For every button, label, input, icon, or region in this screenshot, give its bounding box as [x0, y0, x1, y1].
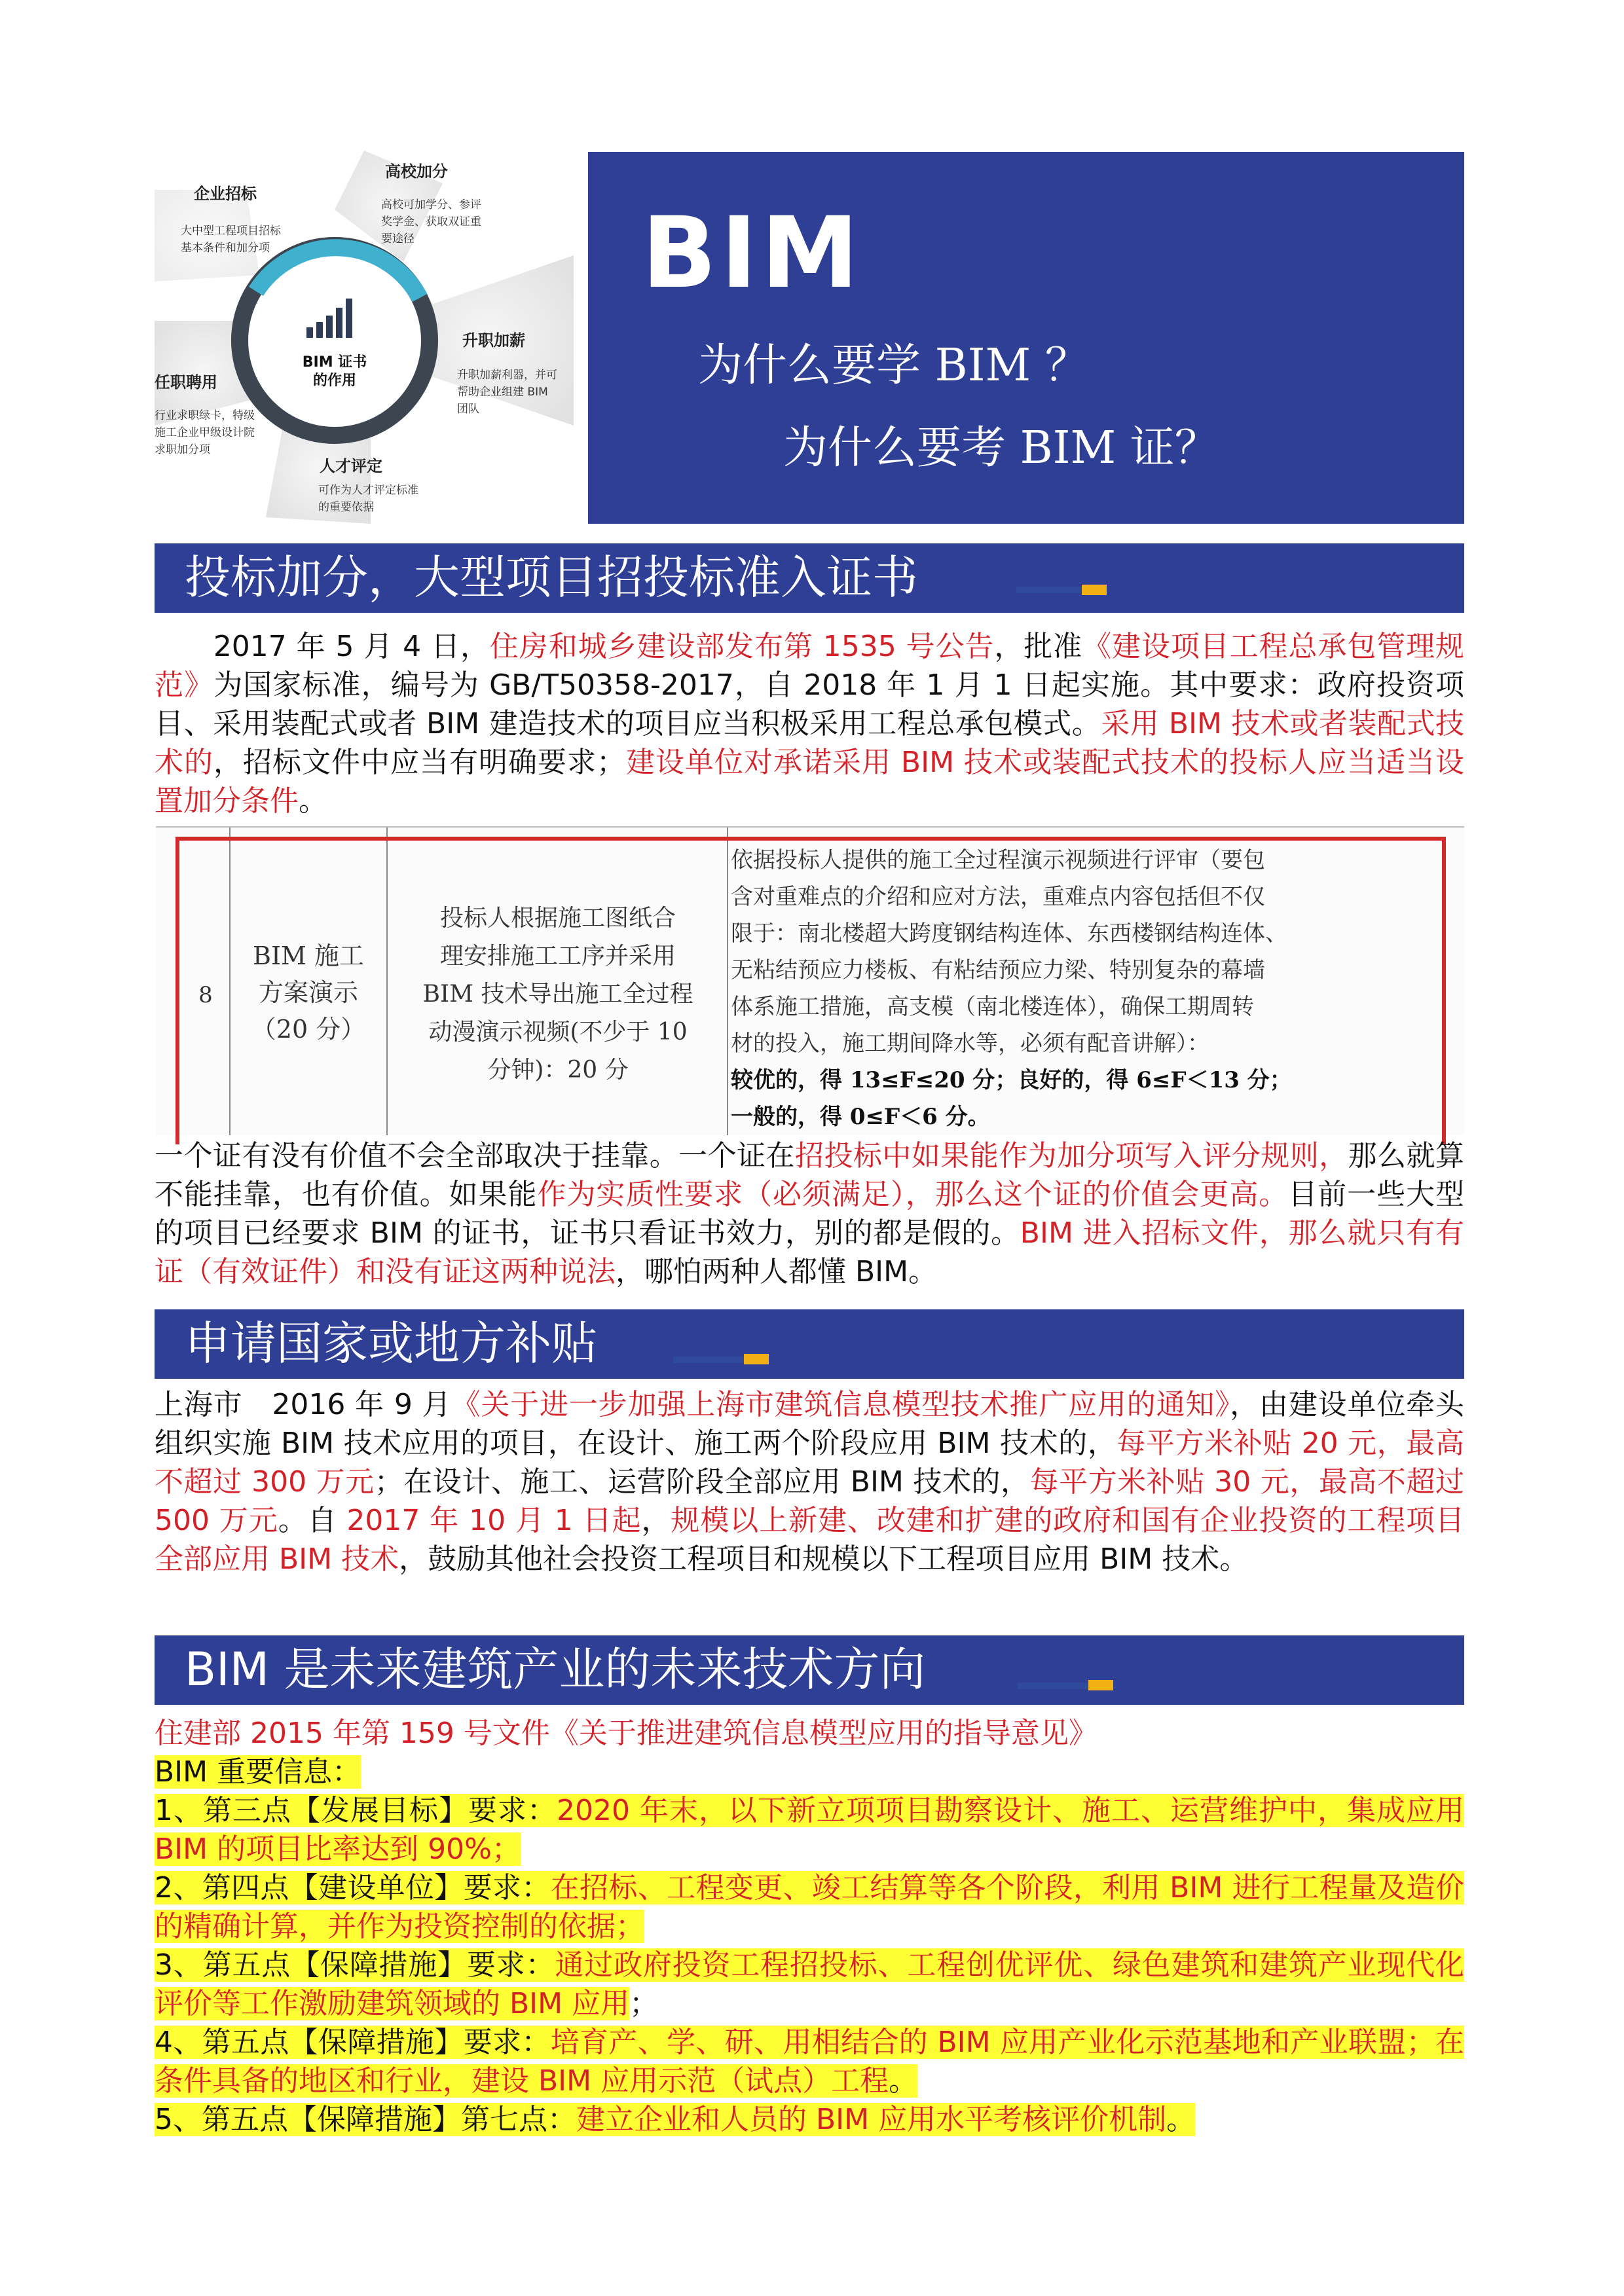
guidance-document-title: 住建部 2015 年第 159 号文件《关于推进建筑信息模型应用的指导意见》: [155, 1717, 1098, 1750]
text-line: 方案演示: [258, 978, 358, 1007]
text-line: 理安排施工工序并采用: [439, 943, 676, 970]
guidance-item-1: [155, 1791, 1464, 1868]
infographic-text-promotion: [457, 367, 557, 418]
text-span: 2017 年 5 月 4 日，: [155, 630, 490, 663]
text-span: ，招标文件中应当有明确要求；: [213, 746, 625, 779]
highlighted-red-text: 通过政府投资工程招投标、工程创优评优、绿色建筑和建筑产业现代化评价等工作激励建筑领域的 BIM 应用: [155, 1948, 1464, 2020]
text-line: （20 分）: [251, 1015, 366, 1044]
infographic-text-college: [381, 196, 481, 247]
highlighted-text: BIM 重要信息：: [155, 1755, 361, 1789]
text-span: ，鼓励其他社会投资工程项目和规模以下工程项目应用 BIM 技术。: [399, 1542, 1249, 1576]
infographic-label-talent: 人才评定: [320, 457, 382, 475]
red-text-span: 《关于进一步加强上海市建筑信息模型技术推广应用的通知》: [451, 1388, 1230, 1421]
infographic-label-promotion: 升职加薪: [462, 331, 525, 350]
title-underline-deco: [1018, 1683, 1091, 1689]
important-info-heading: [155, 1753, 1464, 1791]
highlighted-red-text: 培育产、学、研、用相结合的 BIM 应用产业化示范基地和产业联盟；在条件具备的地区和行业，建设 BIM 应用示范（试点）工程: [155, 2026, 1464, 2098]
paragraph-shanghai-subsidy: [155, 1385, 1464, 1578]
text-line: 依据投标人提供的施工全过程演示视频进行评审（要包: [731, 847, 1265, 873]
infographic-label-employment: 任职聘用: [155, 373, 217, 392]
paragraph-certificate-value: [155, 1137, 1464, 1291]
infographic-center-label: [292, 354, 377, 390]
infographic-text-employment: [155, 407, 255, 458]
table-row-number: 8: [198, 982, 213, 1008]
section-title: 投标加分，大型项目招投标准入证书: [185, 551, 918, 604]
text-span: ；: [629, 1987, 659, 2020]
paragraph-mohurd-guidance: [155, 1714, 1464, 2139]
highlighted-text: 2、第四点【建设单位】要求：: [155, 1871, 551, 1904]
text-line: 要途径: [381, 232, 415, 246]
section-title: BIM 是未来建筑产业的未来技术方向: [185, 1643, 926, 1696]
center-label-line: BIM 证书: [302, 354, 367, 371]
text-line: 求职加分项: [155, 443, 210, 456]
guidance-item-4: [155, 2023, 1464, 2100]
bim-logo: BIM: [642, 196, 863, 310]
text-line: 升职加薪利器，并可: [457, 369, 557, 382]
highlighted-text: 1、第三点【发展目标】要求：: [155, 1794, 557, 1827]
red-text-span: BIM 进入招标文件，那么就只有有证（有效证件）和没有证这两种说法: [155, 1216, 1464, 1288]
red-text-span: 作为实质性要求（必须满足），那么这个证的价值会更高。: [537, 1178, 1289, 1211]
text-span: 上海市 2016 年 9 月: [155, 1388, 452, 1421]
table-requirement: [389, 900, 727, 1089]
text-line: 限于：南北楼超大跨度钢结构连体、东西楼钢结构连体、: [731, 920, 1287, 947]
red-text-span: 建设单位对承诺采用 BIM 技术或装配式技术的投标人应当适当设置加分条件: [155, 746, 1464, 818]
text-line: 材的投入，施工期间降水等，必须有配音讲解）：: [731, 1030, 1209, 1057]
highlighted-text: 4、第五点【保障措施】要求：: [155, 2026, 551, 2059]
text-line: 含对重难点的介绍和应对方法，重难点内容包括但不仅: [731, 884, 1265, 910]
text-span: 目前一些大型的项目已经要求 BIM 的证书，证书只看证书效力，别的都是假的。: [155, 1178, 1465, 1250]
text-line: BIM 技术导出施工全过程: [422, 981, 693, 1008]
text-span: ，: [641, 1504, 671, 1537]
guidance-item-5: [155, 2100, 1464, 2139]
bim-banner: [588, 152, 1464, 524]
text-line: 大中型工程项目招标: [181, 225, 281, 238]
title-underline-deco: [673, 1357, 745, 1363]
text-line: 无粘结预应力楼板、有粘结预应力梁、特别复杂的幕墙: [731, 957, 1265, 983]
highlighted-text: 5、第五点【保障措施】第七点：: [155, 2103, 576, 2136]
text-span: ，哪怕两种人都懂 BIM。: [616, 1255, 938, 1288]
text-line: 高校可加学分、参评: [381, 198, 481, 211]
text-span: ，由建设单位牵头组织实施 BIM 技术应用的项目，在设计、施工两个阶段应用 BIM 技术的，: [155, 1388, 1465, 1460]
center-label-line: 的作用: [312, 373, 356, 389]
highlighted-red-text: 在招标、工程变更、竣工结算等各个阶段，利用 BIM 进行工程量及造价的精确计算，并作为投资控制的依据；: [155, 1871, 1464, 1943]
section-header-subsidy: [155, 1309, 1464, 1379]
text-line: BIM 施工: [253, 941, 364, 970]
text-line: 分钟)：20 分: [487, 1057, 629, 1084]
title-gold-deco: [1088, 1680, 1113, 1690]
text-line: 奖学金、获取双证重: [381, 215, 481, 228]
text-line: 的重要依据: [318, 501, 374, 514]
infographic-text-talent: [318, 482, 418, 516]
red-text-span: 采用 BIM 技术或者装配式技术的: [155, 707, 1464, 779]
red-text-span: 招投标中如果能作为加分项写入评分规则，: [795, 1139, 1348, 1173]
text-span: ；在设计、施工、运营阶段全部应用 BIM 技术的，: [374, 1465, 1030, 1499]
red-text-span: 规模以上新建、改建和扩建的政府和国有企业投资的工程项目全部应用 BIM 技术: [155, 1504, 1465, 1576]
text-line: 动漫演示视频(不少于 10: [428, 1019, 688, 1046]
title-gold-deco: [1082, 585, 1107, 595]
highlighted-text: 3、第五点【保障措施】要求：: [155, 1948, 555, 1982]
guidance-item-3: [155, 1946, 1464, 2023]
red-text-span: 2017 年 10 月 1 日起: [346, 1504, 642, 1537]
bim-score-table: [156, 826, 1464, 1135]
infographic-label-college: 高校加分: [385, 162, 448, 181]
text-line: 团队: [457, 403, 479, 416]
highlighted-text: 。: [1166, 2103, 1196, 2136]
title-gold-deco: [744, 1354, 769, 1364]
highlighted-red-text: 建立企业和人员的 BIM 应用水平考核评价机制: [576, 2103, 1167, 2136]
text-span: 为国家标准，编号为 GB/T50358-2017，自 2018 年 1 月 1 日起实施。其中要求：政府投资项目、采用装配式或者 BIM 建造技术的项目应当积极采用工程总承包模式。: [155, 668, 1464, 740]
section-title: 申请国家或地方补贴: [185, 1317, 597, 1370]
red-text-span: 每平方米补贴 30 元，最高不超过 500 万元: [155, 1465, 1464, 1537]
text-span: ，批准: [994, 630, 1083, 663]
guidance-item-2: [155, 1868, 1464, 1946]
red-text-span: 每平方米补贴 20 元，最高不超过 300 万元: [155, 1427, 1464, 1499]
text-line: 投标人根据施工图纸合: [439, 905, 676, 932]
section-header-future: [155, 1635, 1464, 1705]
text-line: 行业求职绿卡，特级: [155, 409, 255, 422]
text-span: 。自: [278, 1504, 347, 1537]
table-item-name: [231, 938, 386, 1048]
banner-question-learn: 为什么要学 BIM ？: [698, 340, 1090, 392]
text-line: 施工企业甲级设计院: [155, 426, 255, 439]
highlighted-red-text: 2020 年末，以下新立项项目勘察设计、施工、运营维护中，集成应用 BIM 的项目比率达到 90%；: [155, 1794, 1464, 1866]
red-text-span: 住房和城乡建设部发布第 1535 号公告: [489, 630, 995, 663]
text-line: 基本条件和加分项: [181, 242, 270, 255]
paragraph-bidding-policy: [155, 627, 1464, 820]
text-span: 。: [299, 784, 327, 818]
banner-question-certificate: 为什么要考 BIM 证？: [783, 422, 1219, 474]
bim-certificate-infographic: [155, 151, 580, 524]
infographic-label-bidding: 企业招标: [194, 185, 257, 203]
highlighted-text: 。: [889, 2064, 918, 2098]
table-criteria: [731, 842, 1438, 1135]
text-line: 较优的，得 13≤F≤20 分；良好的，得 6≤F＜13 分；: [731, 1067, 1292, 1093]
text-span: 一个证有没有价值不会全部取决于挂靠。一个证在: [155, 1139, 795, 1173]
text-span: 那么就算不能挂靠，也有价值。如果能: [155, 1139, 1465, 1211]
text-line: 帮助企业组建 BIM: [457, 386, 548, 399]
text-line: 体系施工措施，高支模（南北楼连体），确保工期周转: [731, 994, 1254, 1020]
text-line: 可作为人才评定标准: [318, 484, 418, 497]
text-line: 一般的，得 0≤F＜6 分。: [731, 1104, 990, 1130]
red-text-span: 《建设项目工程总承包管理规范》: [155, 630, 1465, 702]
section-header-bidding: [155, 543, 1464, 613]
infographic-text-bidding: [181, 223, 281, 257]
ring-center: [257, 263, 412, 418]
